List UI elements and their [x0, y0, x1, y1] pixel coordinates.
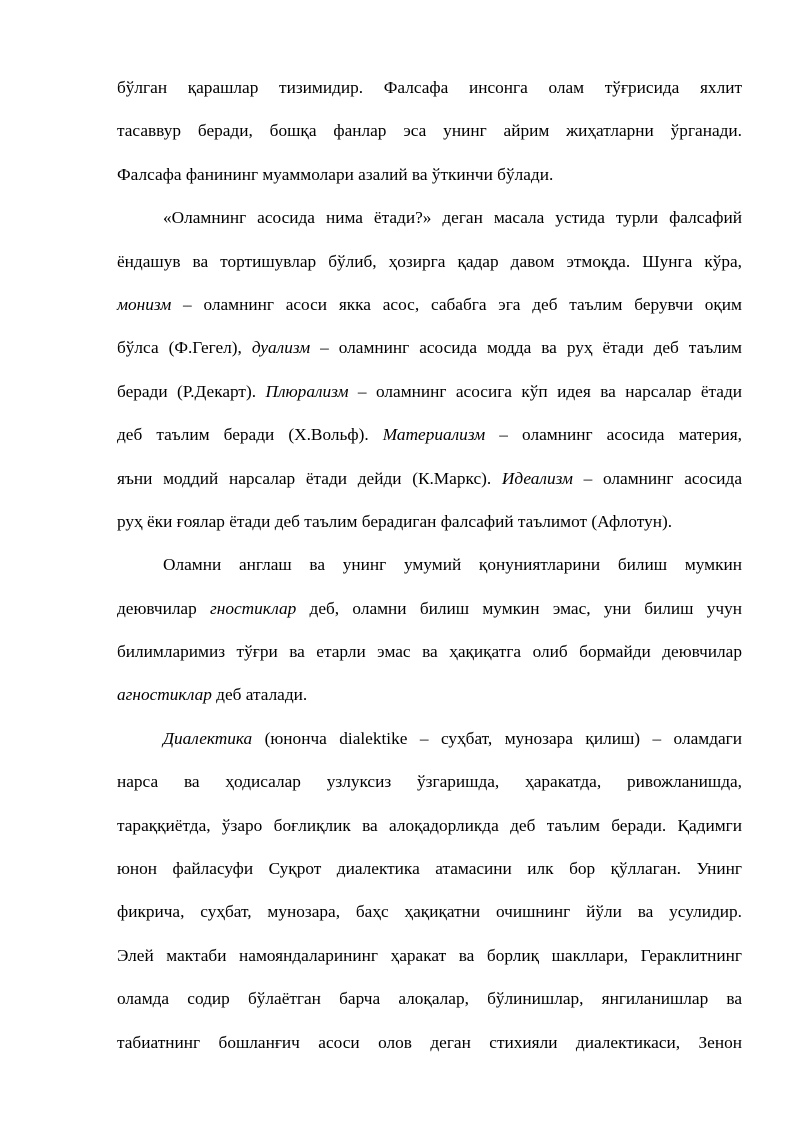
text-span: бўлган қарашлар тизимидир. Фалсафа инсонга олам тўғрисида яхлит: [117, 78, 742, 97]
italic-term: Плюрализм: [265, 381, 349, 401]
text-span: – оламнинг асоси якка асос, сабабга эга деб таълим берувчи оқим: [171, 294, 742, 314]
text-span: Фалсафа фанининг муаммолари азалий ва ўткинчи бўлади.: [117, 164, 554, 184]
text-span: Оламни англаш ва унинг умумий қонуниятларини билиш мумкин: [163, 555, 742, 575]
italic-term: дуализм: [251, 338, 311, 358]
text-span: (юнонча dialektike – суҳбат, мунозара қилиш) – оламдаги: [252, 728, 742, 748]
text-span: руҳ ёки ғоялар ётади деб таълим берадиган фалсафий таълимот (Афлотун).: [117, 511, 673, 531]
text-line: [117, 812, 742, 855]
italic-term: агностиклар: [117, 685, 212, 705]
text-line: [117, 855, 742, 898]
text-span: деб аталади.: [211, 685, 308, 705]
text-span: тасаввур беради, бошқа фанлар эса унинг айрим жиҳатларни ўрганади.: [117, 121, 742, 141]
text-span: бўлса (Ф.Гегел),: [117, 338, 252, 358]
text-line: [117, 378, 742, 421]
text-line: [117, 638, 742, 681]
text-span: беради (Р.Декарт).: [117, 381, 266, 401]
text-span: оламда содир бўлаётган барча алоқалар, бўлинишлар, янгиланишлар ва: [117, 989, 742, 1009]
italic-term: Материализм: [382, 425, 486, 445]
text-line: [117, 551, 742, 594]
text-line: [117, 725, 742, 768]
text-line: [117, 595, 742, 638]
text-line: [117, 204, 742, 247]
text-span: яъни моддий нарсалар ётади дейди (К.Маркс).: [117, 468, 502, 488]
text-line: [117, 291, 742, 334]
text-line: [117, 681, 742, 724]
text-span: Элей мактаби намояндаларининг ҳаракат ва борлиқ шакллари, Гераклитнинг: [117, 945, 742, 965]
text-line: [117, 1029, 742, 1072]
text-span: деювчилар: [117, 598, 211, 618]
text-span: табиатнинг бошланғич асоси олов деган стихияли диалектикаси, Зенон: [117, 1032, 742, 1052]
text-span: «Оламнинг асосида нима ётади?» деган масала устида турли фалсафий: [163, 208, 742, 228]
text-span: фикрича, суҳбат, мунозара, баҳс ҳақиқатни очишнинг йўли ва усулидир.: [117, 902, 742, 922]
text-line: [117, 117, 742, 160]
text-span: нарса ва ҳодисалар узлуксиз ўзгаришда, ҳаракатда, ривожланишда,: [117, 772, 742, 792]
text-line: [117, 74, 742, 117]
text-line: [117, 421, 742, 464]
text-line: [117, 248, 742, 291]
text-line: [117, 161, 742, 204]
text-line: [117, 768, 742, 811]
text-span: деб таълим беради (Х.Вольф).: [117, 425, 383, 445]
text-line: [117, 334, 742, 377]
text-span: юнон файласуфи Суқрот диалектика атамасини илк бор қўллаган. Унинг: [117, 859, 742, 879]
text-line: [117, 985, 742, 1028]
text-line: [117, 508, 742, 551]
text-span: тараққиётда, ўзаро боғлиқлик ва алоқадорликда деб таълим беради. Қадимги: [117, 815, 742, 835]
text-span: – оламнинг асосига кўп идея ва нарсалар ётади: [348, 381, 743, 401]
italic-term: Диалектика: [163, 728, 253, 748]
text-span: – оламнинг асосида: [572, 468, 742, 488]
italic-term: гностиклар: [210, 598, 297, 618]
text-span: – оламнинг асосида модда ва руҳ ётади деб таълим: [310, 338, 742, 358]
text-line: [117, 898, 742, 941]
text-span: – оламнинг асосида материя,: [485, 425, 742, 445]
text-span: деб, оламни билиш мумкин эмас, уни билиш учун: [296, 598, 742, 618]
text-line: [117, 942, 742, 985]
text-line: [117, 465, 742, 508]
italic-term: монизм: [117, 294, 172, 314]
italic-term: Идеализм: [501, 468, 573, 488]
text-body: [117, 74, 742, 1072]
text-span: ёндашув ва тортишувлар бўлиб, ҳозирга қадар давом этмоқда. Шунга кўра,: [117, 251, 742, 271]
text-span: билимларимиз тўғри ва етарли эмас ва ҳақиқатга олиб бормайди деювчилар: [117, 642, 742, 662]
